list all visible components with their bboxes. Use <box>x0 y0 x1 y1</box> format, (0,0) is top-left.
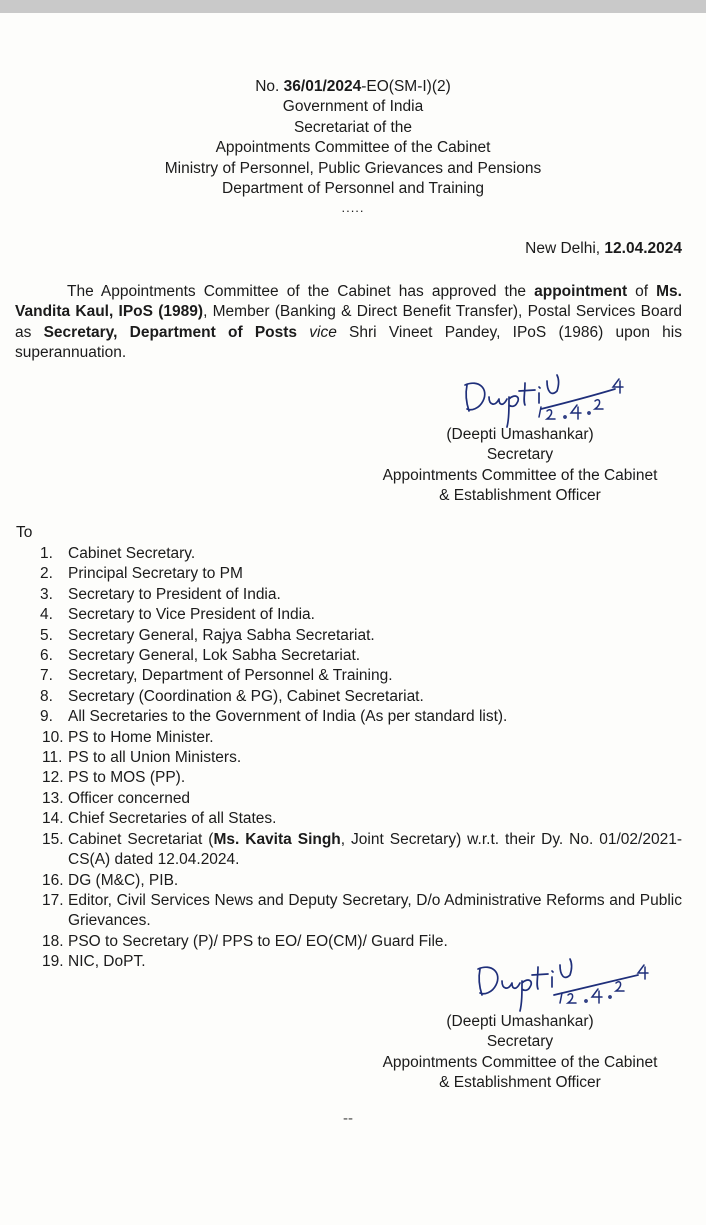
list-item-number: 6. <box>40 647 53 665</box>
to-label: To <box>16 524 33 541</box>
list-item-number: 18. <box>42 932 64 950</box>
list-item-number: 2. <box>40 565 53 583</box>
list-item <box>16 666 682 686</box>
list-item <box>16 768 682 788</box>
list-item-number: 1. <box>40 545 53 562</box>
list-item-number: 5. <box>40 626 53 644</box>
handwritten-signature-2 <box>466 947 666 1015</box>
list-item-text: DG (M&C), PIB. <box>68 871 179 889</box>
header-committee: Appointments Committee of the Cabinet <box>215 139 491 157</box>
list-item-text-bold: Ms. Kavita Singh <box>213 830 341 848</box>
handwritten-signature <box>455 363 645 431</box>
signatory-office-2a: Appointments Committee of the Cabinet <box>382 1053 658 1071</box>
signatory-office-2: & Establishment Officer <box>439 487 601 505</box>
list-item-text-pre: Cabinet Secretariat ( <box>68 830 214 848</box>
list-item-text: Cabinet Secretary. <box>68 545 196 562</box>
list-item-number: 19. <box>42 953 64 971</box>
list-item-number: 3. <box>40 585 53 603</box>
list-item-text: PSO to Secretary (P)/ PPS to EO/ EO(CM)/ Guard File. <box>68 932 448 950</box>
list-item <box>16 687 682 707</box>
signature-block-1 <box>350 425 690 507</box>
list-item-text: Chief Secretaries of all States. <box>68 810 277 828</box>
list-item-text: Secretary to President of India. <box>68 585 281 603</box>
list-item-text: Secretary General, Lok Sabha Secretariat. <box>68 647 361 665</box>
list-item-number: 11. <box>42 749 63 767</box>
list-item-number: 9. <box>40 708 53 726</box>
list-item-number: 7. <box>40 667 53 685</box>
header-ministry: Ministry of Personnel, Public Grievances and Pensions <box>164 159 542 177</box>
list-item-text: Secretary, Department of Personnel & Training. <box>68 667 393 685</box>
screen-top-bar <box>0 0 706 13</box>
header-secretariat: Secretariat of the <box>293 118 413 136</box>
signatory-title: Secretary <box>486 446 554 464</box>
list-item-number: 10. <box>42 728 64 746</box>
list-item <box>16 830 682 871</box>
signatory-name: (Deepti Umashankar) <box>446 426 594 443</box>
document-header <box>0 77 706 215</box>
header-department: Department of Personnel and Training <box>222 180 484 198</box>
list-item-number: 8. <box>40 687 53 705</box>
list-item <box>16 871 682 891</box>
list-item-text: PS to all Union Ministers. <box>68 749 242 767</box>
dateline: New Delhi, 12.04.2024 <box>525 240 682 257</box>
list-item-text-post: , Joint Secretary) w.r.t. their Dy. No. 01/02/2021-CS(A) dated 12.04.2024. <box>68 830 682 869</box>
list-item-text: PS to MOS (PP). <box>68 769 186 787</box>
list-item <box>16 809 682 829</box>
list-item-number: 12. <box>42 769 64 787</box>
list-item-number: 13. <box>42 789 64 807</box>
list-item-number: 4. <box>40 606 53 624</box>
header-dots: ..... <box>341 200 365 216</box>
list-item-text: Editor, Civil Services News and Deputy Secretary, D/o Administrative Reforms and Public Grievances. <box>68 891 682 930</box>
signatory-office: Appointments Committee of the Cabinet <box>382 466 658 484</box>
list-item <box>16 626 682 646</box>
list-item <box>16 646 682 666</box>
list-item-number: 17. <box>42 891 64 909</box>
list-item-text: All Secretaries to the Government of India (As per standard list). <box>68 708 508 726</box>
list-item-text: Secretary General, Rajya Sabha Secretariat. <box>68 626 375 644</box>
order-number: No. 36/01/2024-EO(SM-I)(2) <box>255 78 451 95</box>
recipient-list <box>16 544 682 973</box>
list-item-number: 14. <box>42 810 64 828</box>
list-item <box>16 891 682 932</box>
list-item <box>16 789 682 809</box>
signature-block-2 <box>350 1012 690 1094</box>
list-item <box>16 707 682 727</box>
signatory-office-2b: & Establishment Officer <box>439 1074 601 1092</box>
list-item-number: 15. <box>42 830 64 848</box>
list-item-text: PS to Home Minister. <box>68 728 214 746</box>
list-item-number: 16. <box>42 871 64 889</box>
list-item-text: NIC, DoPT. <box>68 953 146 971</box>
signatory-name-2: (Deepti Umashankar) <box>446 1013 594 1030</box>
list-item <box>16 748 682 768</box>
page-end-mark: -- <box>343 1110 353 1127</box>
list-item <box>16 605 682 625</box>
list-item-text: Officer concerned <box>68 789 191 807</box>
list-item <box>16 728 682 748</box>
list-item <box>16 544 682 564</box>
list-item <box>16 585 682 605</box>
list-item-text: Principal Secretary to PM <box>68 565 243 583</box>
list-item-text: Secretary (Coordination & PG), Cabinet Secretariat. <box>68 687 424 705</box>
order-paragraph: The Appointments Committee of the Cabinet has approved the appointment of Ms. Vandita Kaul, IPoS (1989), Member (Banking & Direct Benefit Transfer), Postal Services Board as Secretary, Department of Posts vice Shri Vineet Pandey, IPoS (1986) upon his superannuation. <box>15 283 682 362</box>
signatory-title-2: Secretary <box>486 1033 554 1051</box>
list-item <box>16 564 682 584</box>
list-item-text: Secretary to Vice President of India. <box>68 606 315 624</box>
header-government: Government of India <box>282 98 424 116</box>
